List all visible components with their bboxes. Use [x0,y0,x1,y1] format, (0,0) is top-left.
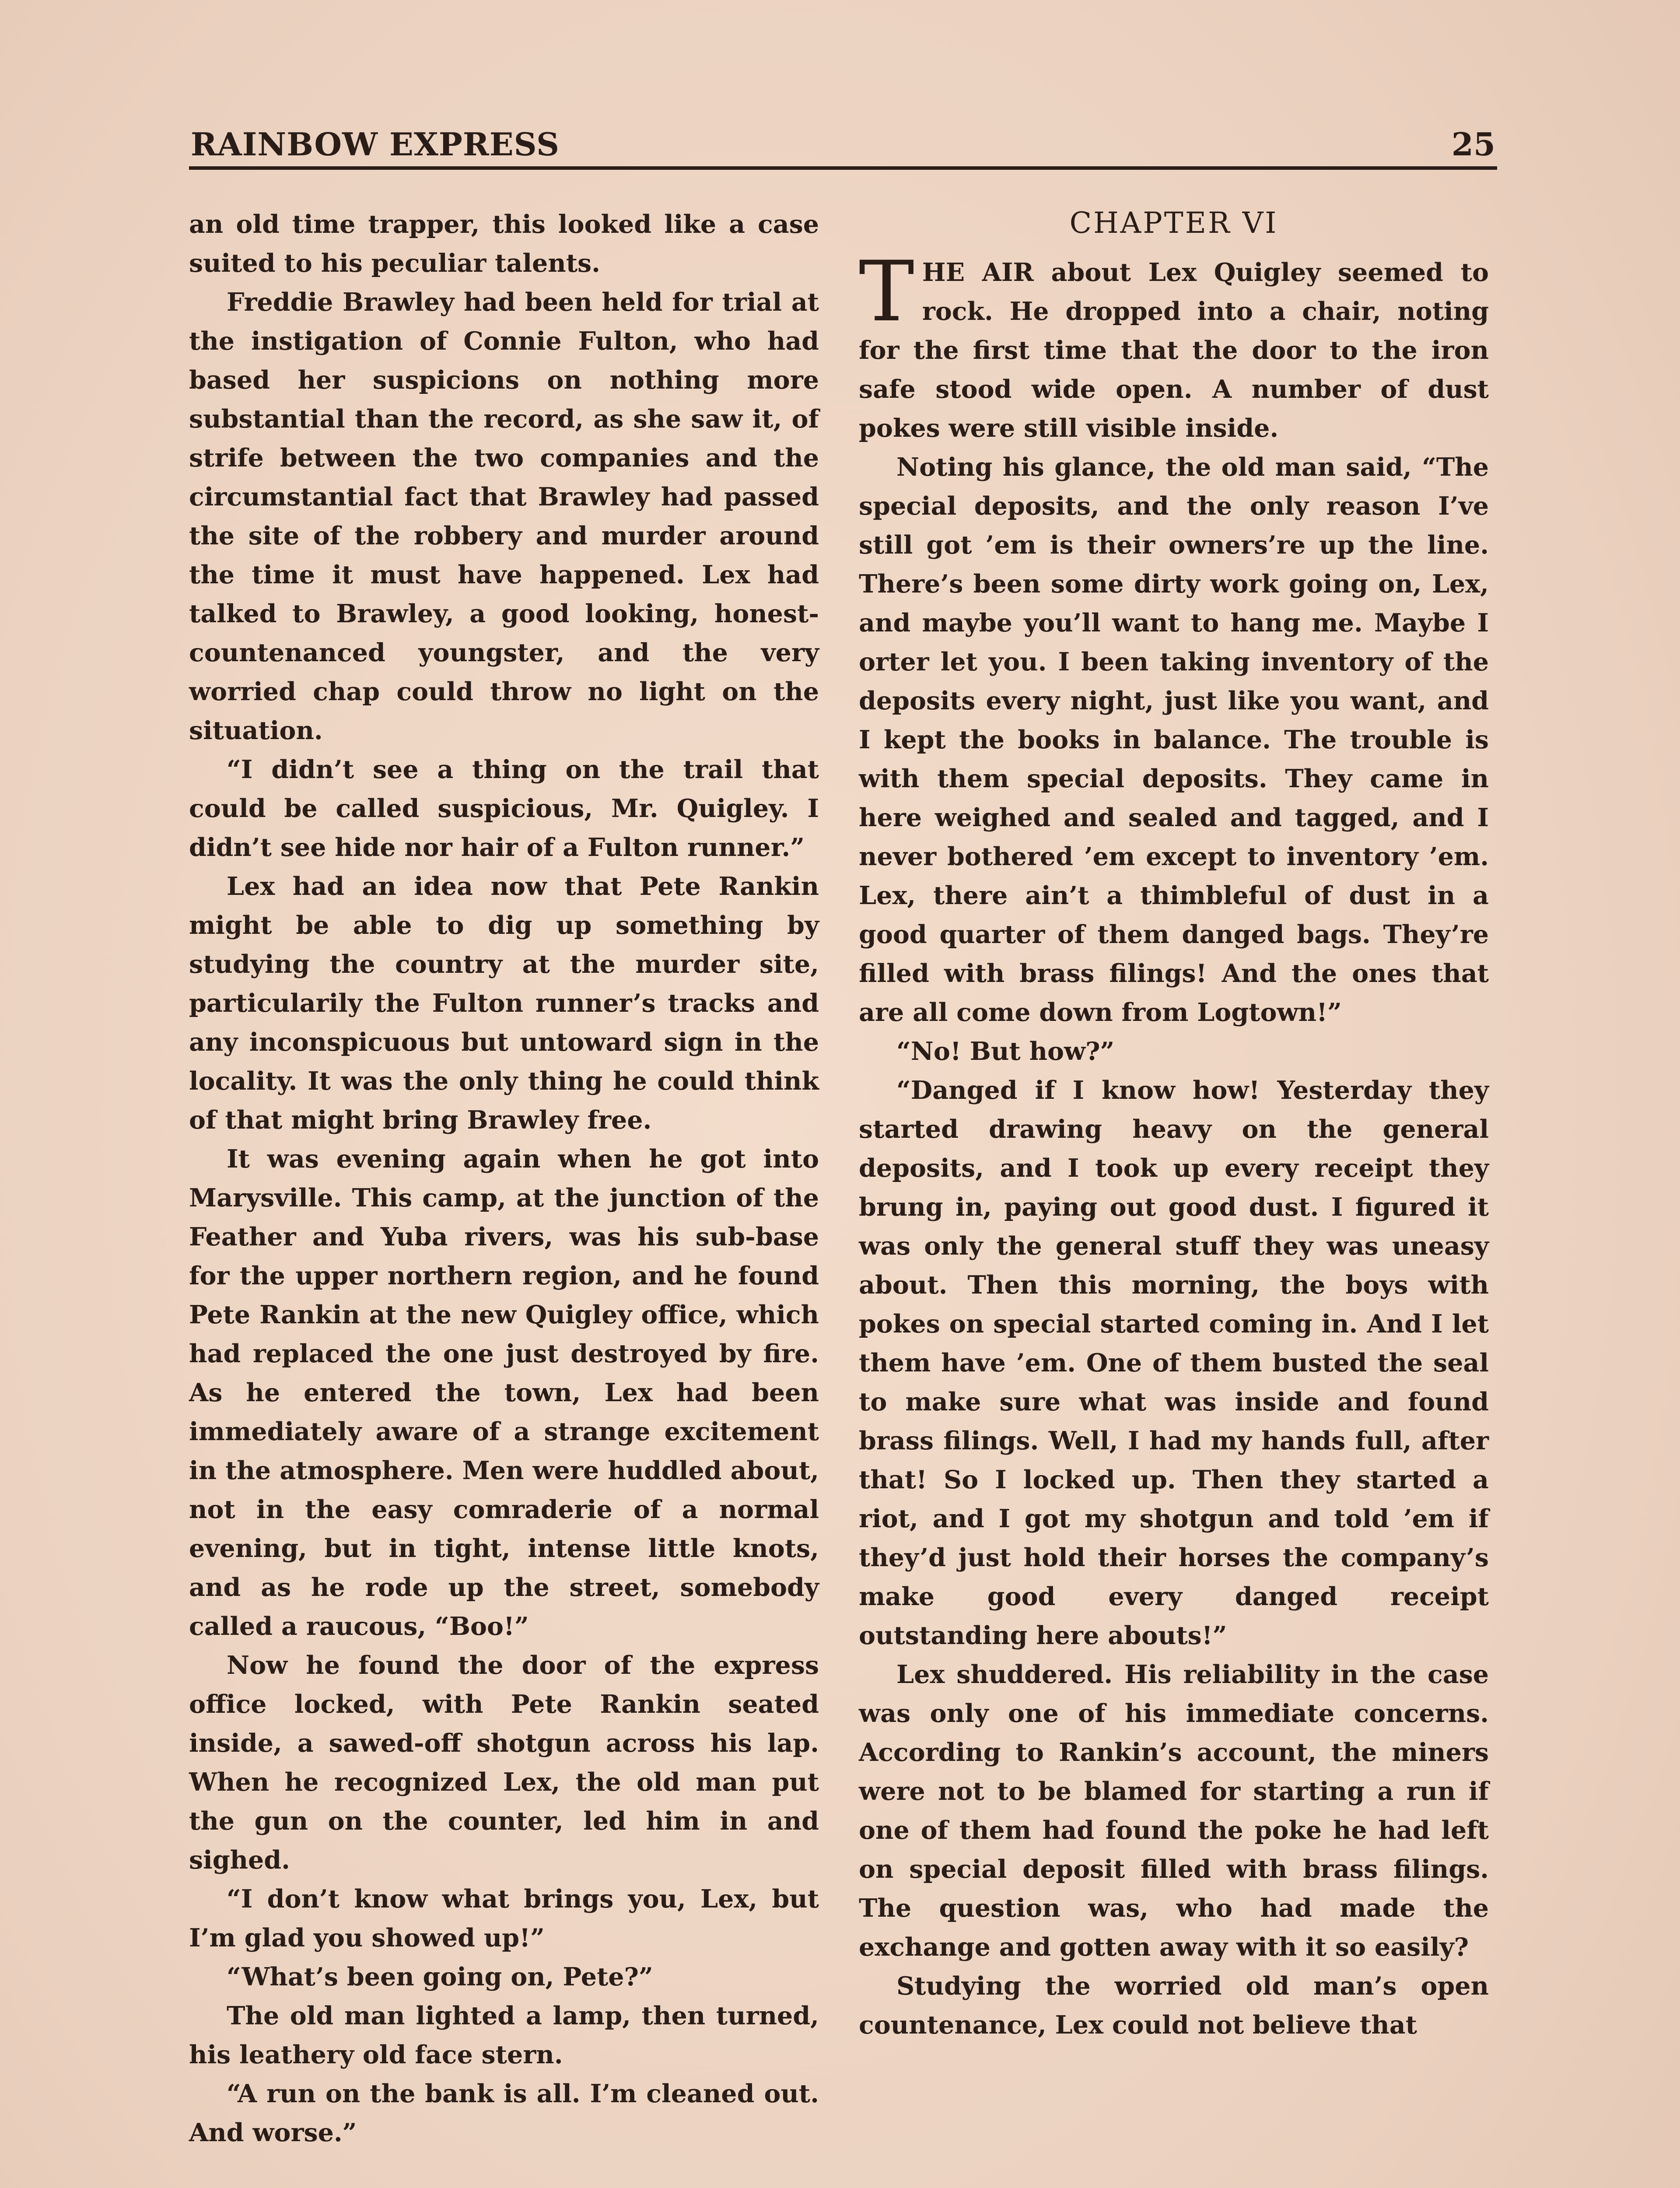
paragraph: Lex shuddered. His reliability in the case was only one of his immediate concerns. According to Rankin’s account, the miners were not to be blamed for starting a run if one of them had found the poke he had left on special deposit filled with brass filings. The question was, who had made the exchange and gotten away with it so easily? [859,1660,1489,1962]
paragraph: “Danged if I know how! Yesterday they started drawing heavy on the general deposits, and I took up every receipt they brung in, paying out good dust. I figured it was only the general stuff they was uneasy about. Then this morning, the boys with pokes on special started coming in. And I let them have ’em. One of them busted the seal to make sure what was inside and found brass filings. Well, I had my hands full, after that! So I locked up. Then they started a riot, and I got my shotgun and told ’em if they’d just hold their horses the company’s make good every danged receipt outstanding here abouts!” [859,1076,1489,1650]
chapter-heading: CHAPTER VI [1069,206,1278,240]
paragraph: It was evening again when he got into Marysville. This camp, at the junction of the Feather and Yuba rivers, was his sub-base for the upper northern region, and he found Pete Rankin at the new Quigley office, which had replaced the one just destroyed by fire. As he entered the town, Lex had been immediately aware of a strange excitement in the atmosphere. Men were huddled about, not in the easy comraderie of a normal evening, but in tight, intense little knots, and as he rode up the street, somebody called a raucous, “Boo!” [189,1144,819,1641]
left-column [189,205,819,2152]
paragraph: “No! But how?” [896,1037,1115,1066]
paragraph: Freddie Brawley had been held for trial at the instigation of Connie Fulton, who had based her suspicions on nothing more substantial than the record, as she saw it, of strife between the two companies and the circumstantial fact that Brawley had passed the site of the robbery and murder around the time it must have happened. Lex had talked to Brawley, a good looking, honest-countenanced youngster, and the very worried chap could throw no light on the situation. [189,288,819,745]
page-number: 25 [1451,126,1495,163]
paragraph: The old man lighted a lamp, then turned, his leathery old face stern. [189,2001,819,2069]
paragraph: “I don’t know what brings you, Lex, but I’m glad you showed up!” [189,1884,819,1953]
paragraph: Studying the worried old man’s open countenance, Lex could not believe that [859,1971,1489,2040]
paragraph: “What’s been going on, Pete?” [227,1962,653,1992]
opening-text: HE AIR about Lex Quigley seemed to rock. He dropped into a chair, noting for the first time that the door to the iron safe stood wide open. A number of dust pokes were still visible inside. [859,258,1489,443]
paragraph: an old time trapper, this looked like a case suited to his peculiar talents. [189,210,819,278]
chapter-opening-paragraph [859,243,1489,448]
paragraph: “I didn’t see a thing on the trail that could be called suspicious, Mr. Quigley. I didn’t see hide nor hair of a Fulton runner.” [189,755,819,862]
paragraph: Now he found the door of the express office locked, with Pete Rankin seated inside, a sawed-off shotgun across his lap. When he recognized Lex, the old man put the gun on the counter, led him in and sighed. [189,1651,819,1875]
paragraph: Noting his glance, the old man said, “The special deposits, and the only reason I’ve still got ’em is their owners’re up the line. There’s been some dirty work going on, Lex, and maybe you’ll want to hang me. Maybe I orter let you. I been taking inventory of the deposits every night, just like you want, and I kept the books in balance. The trouble is with them special deposits. They came in here weighed and sealed and tagged, and I never bothered ’em except to inventory ’em. Lex, there ain’t a thimbleful of dust in a good quarter of them danged bags. They’re filled with brass filings! And the ones that are all come down from Logtown!” [859,452,1489,1027]
paragraph: Lex had an idea now that Pete Rankin might be able to dig up something by studying the country at the murder site, particularily the Fulton runner’s tracks and any inconspicuous but untoward sign in the locality. It was the only thing he could think of that might bring Brawley free. [189,872,819,1135]
right-column [859,201,1489,2044]
page-header [189,123,1497,170]
paragraph: “A run on the bank is all. I’m cleaned out. And worse.” [189,2079,819,2147]
running-title: RAINBOW EXPRESS [191,126,560,163]
drop-cap: T [859,243,914,340]
